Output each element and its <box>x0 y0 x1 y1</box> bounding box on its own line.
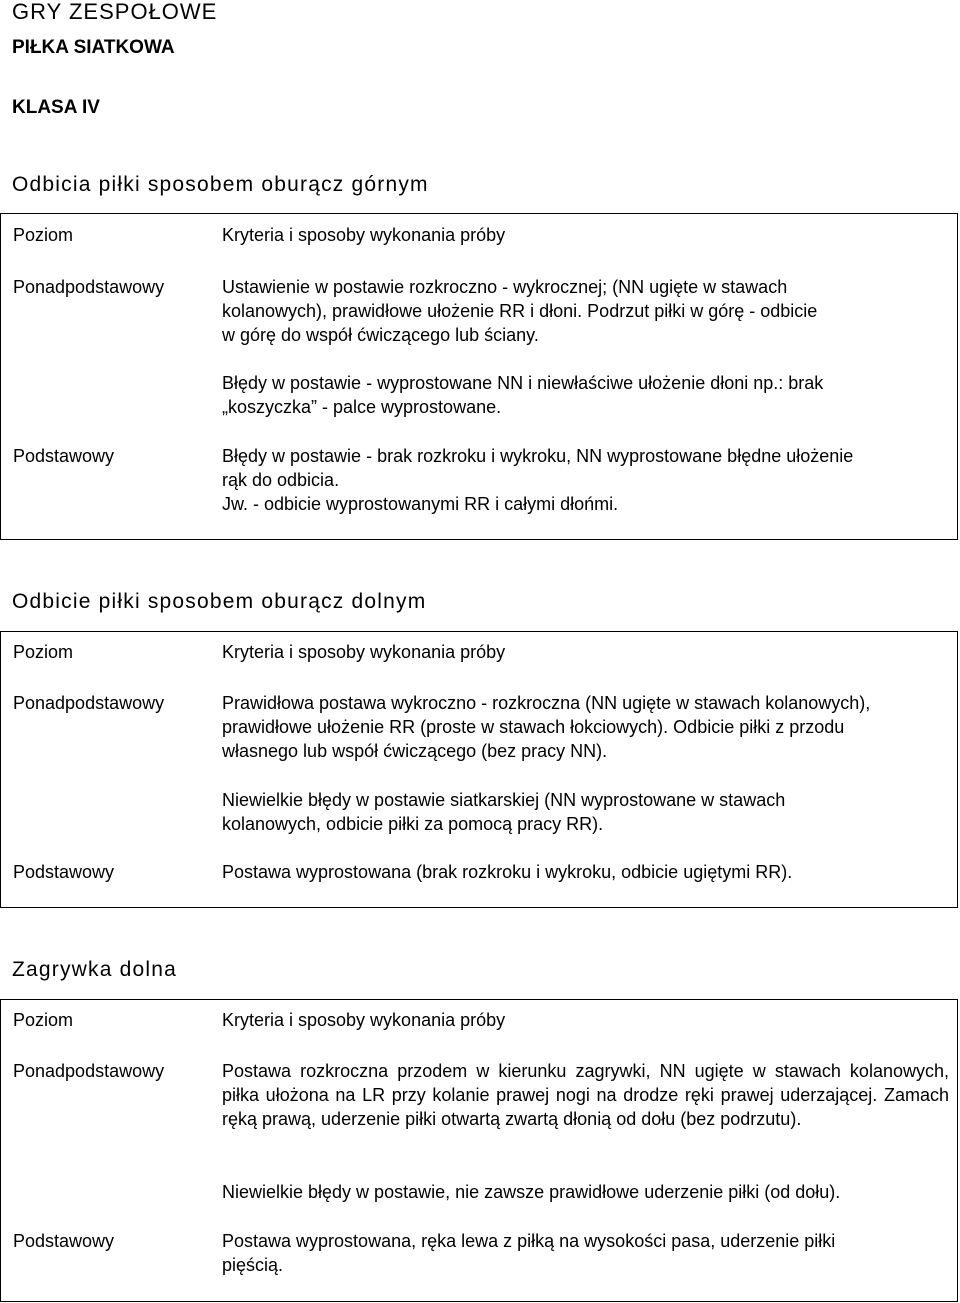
criteria-line: pięścią. <box>222 1255 284 1275</box>
criteria-line: Niewielkie błędy w postawie siatkarskiej (NN wyprostowane w stawach <box>222 790 786 810</box>
criteria-line: rąk do odbicia. <box>222 470 340 490</box>
row-criteria-errors <box>222 371 938 419</box>
criteria-line: Prawidłowa postawa wykroczno - rozkroczna (NN ugięte w stawach kolanowych), <box>222 693 871 713</box>
section-heading-underhand-serve: Zagrywka dolna <box>12 958 178 981</box>
section-heading-forearm-pass: Odbicie piłki sposobem oburącz dolnym <box>12 590 427 613</box>
criteria-line: „koszyczka” - palce wyprostowane. <box>222 397 502 417</box>
col-header-level: Poziom <box>13 642 74 662</box>
criteria-line: Jw. - odbicie wyprostowanymi RR i całymi dłońmi. <box>222 494 619 514</box>
row-level-basic: Podstawowy <box>13 1231 115 1251</box>
criteria-line: Ustawienie w postawie rozkroczno - wykrocznej; (NN ugięte w stawach <box>222 277 788 297</box>
col-header-criteria: Kryteria i sposoby wykonania próby <box>222 642 506 662</box>
class-label: KLASA IV <box>12 97 100 118</box>
criteria-line: prawidłowe ułożenie RR (proste w stawach łokciowych). Odbicie piłki z przodu <box>222 717 845 737</box>
criteria-line: w górę do współ ćwiczącego lub ściany. <box>222 325 539 345</box>
row-criteria-errors: Niewielkie błędy w postawie, nie zawsze prawidłowe uderzenie piłki (od dołu). <box>222 1182 841 1202</box>
row-level-advanced: Ponadpodstawowy <box>13 1061 165 1081</box>
row-criteria-errors <box>222 788 938 836</box>
row-level-advanced: Ponadpodstawowy <box>13 277 165 297</box>
criteria-line: Postawa wyprostowana, ręka lewa z piłką na wysokości pasa, uderzenie piłki <box>222 1231 836 1251</box>
criteria-line: Błędy w postawie - wyprostowane NN i niewłaściwe ułożenie dłoni np.: brak <box>222 373 824 393</box>
col-header-criteria: Kryteria i sposoby wykonania próby <box>222 1010 506 1030</box>
criteria-line: kolanowych, odbicie piłki za pomocą pracy RR). <box>222 814 604 834</box>
row-criteria-advanced <box>222 275 938 347</box>
row-criteria-basic <box>222 1229 949 1277</box>
row-level-basic: Podstawowy <box>13 862 115 882</box>
col-header-level: Poziom <box>13 1010 74 1030</box>
criteria-line: własnego lub współ ćwiczącego (bez pracy NN). <box>222 741 608 761</box>
row-criteria-basic <box>222 860 938 884</box>
document-title: GRY ZESPOŁOWE <box>12 0 218 24</box>
row-criteria-advanced <box>222 691 938 763</box>
criteria-table-underhand-serve <box>0 999 958 1302</box>
criteria-line: kolanowych), prawidłowe ułożenie RR i dłoni. Podrzut piłki w górę - odbicie <box>222 301 818 321</box>
criteria-table-overhead-pass <box>0 213 958 540</box>
row-level-basic: Podstawowy <box>13 446 115 466</box>
section-heading-overhead-pass: Odbicia piłki sposobem oburącz górnym <box>12 173 429 196</box>
row-level-advanced: Ponadpodstawowy <box>13 693 165 713</box>
col-header-level: Poziom <box>13 225 74 245</box>
row-criteria-advanced: Postawa rozkroczna przodem w kierunku zagrywki, NN ugięte w stawach kolanowych, piłka ułożona na LR przy kolanie prawej nogi na drodze ręki prawej uderzającej. Zamach ręką prawą, uderzenie piłki otwartą zwartą dłonią od dołu (bez podrzutu). <box>222 1061 949 1129</box>
document-subtitle: PIŁKA SIATKOWA <box>12 37 175 58</box>
criteria-line: Postawa wyprostowana (brak rozkroku i wykroku, odbicie ugiętymi RR). <box>222 862 793 882</box>
col-header-criteria: Kryteria i sposoby wykonania próby <box>222 225 506 245</box>
criteria-table-forearm-pass <box>0 631 958 908</box>
row-criteria-basic <box>222 444 938 516</box>
criteria-line: Błędy w postawie - brak rozkroku i wykroku, NN wyprostowane błędne ułożenie <box>222 446 854 466</box>
